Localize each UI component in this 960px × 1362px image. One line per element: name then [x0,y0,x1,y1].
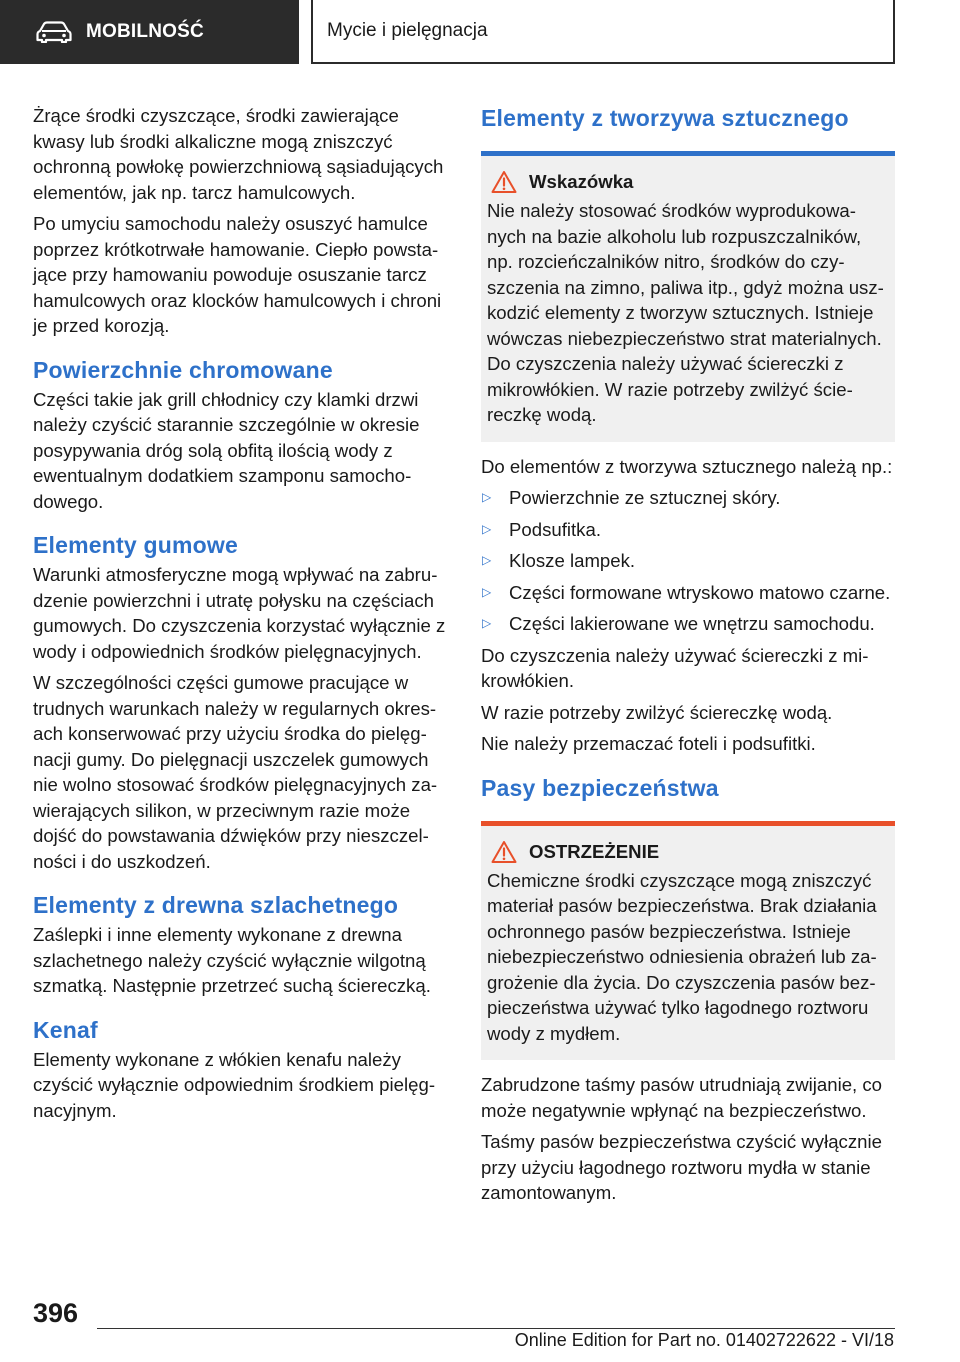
list-item-text: Części lakierowane we wnętrzu samochodu. [509,613,875,634]
chrome-text: Części takie jak grill chłodnicy czy klamki drzwi należy czyścić starannie szczególnie w okresie posypywania dróg solą obfitą ilością wody z ewentualnym dodatkiem szamponu samochodowego. [33,388,420,512]
list-item [481,517,895,543]
footer-edition: Online Edition for Part no. 01402722622 - VI/18 [514,1330,894,1350]
triangle-bullet-icon: ▷ [482,521,492,536]
triangle-bullet-icon: ▷ [482,616,492,630]
wood-text: Zaślepki i inne elementy wykonane z drewna szlachetnego należy czyścić wyłącznie wilgotną szmatką. Następnie przetrzeć suchą ściereczką. [33,924,431,996]
page-header [0,0,960,66]
notice-text: Nie należy stosować środków wyprodukowanych na bazie alkoholu lub rozpuszczalników, np. rozcieńczalników nitro, środków do czyszczenia na zimno, paliwa itp., gdyż można uszkodzić elementy z tworzyw sztucznych. Istnieje wówczas niebezpieczeństwo strat materialnych. Do czyszczenia należy używać ściereczki z mikrowłókien. W razie potrzeby zwilżyć ściereczkę wodą. [487,200,884,425]
warning-triangle-icon [491,840,517,864]
notice-box [481,151,895,442]
intro-paragraph-2: Po umyciu samochodu należy osuszyć hamulce poprzez krótkotrwałe hamowanie. Ciepło powstające przy hamowaniu powoduje osuszanie tarcz hamulcowych oraz klocków hamulcowych i chroni je przed korozją. [33,213,442,336]
triangle-bullet-icon: ▷ [482,553,492,567]
heading-chrome: Powierzchnie chromowane [33,356,333,383]
list-item-text: Podsufitka. [509,518,601,540]
heading-rubber: Elementy gumowe [33,532,238,558]
warning-triangle-icon [491,170,517,194]
triangle-bullet-icon: ▷ [482,490,492,504]
kenaf-text: Elementy wykonane z włókien kenafu należy czyścić wyłącznie odpowiednim środkiem pielęgnacyjnym. [33,1048,436,1121]
plastic-after-1: Do czyszczenia należy używać ściereczki z mikrowłókien. [481,644,869,691]
list-item-text: Klosze lampek. [509,550,636,571]
plastic-after-2: W razie potrzeby zwilżyć ściereczkę wodą. [481,701,833,723]
section-label: MOBILNOŚĆ [86,21,204,42]
list-item [481,485,895,511]
plastic-list-intro: Do elementów z tworzywa sztucznego należą np.: [481,455,893,477]
left-column [33,103,451,1129]
warning-title: OSTRZEŻENIE [529,840,660,862]
list-item [481,580,895,606]
belts-paragraph-1: Zabrudzone taśmy pasów utrudniają zwijanie, co może negatywnie wpłynąć na bezpieczeństwo. [481,1074,883,1121]
warning-box [481,821,895,1061]
heading-kenaf: Kenaf [33,1016,98,1043]
rubber-paragraph-2: W szczególności części gumowe pracujące w trudnych warunkach należy w regularnych okresach konserwować przy użyciu środka do pielęgnacji gumy. Do pielęgnacji uszczelek gumowych nie wolno stosować środków pielęgnacyjnych zawierających silikon, w przeciwnym razie może dojść do powstawania dźwięków przy nieszczelności i do uszkodzeń. [33,672,438,872]
warning-title-row [487,840,887,864]
notice-title-row [487,170,887,194]
chapter-title: Mycie i pielęgnacja [327,20,488,41]
warning-text: Chemiczne środki czyszczące mogą zniszczyć materiał pasów bezpieczeństwa. Brak działania ochronnego pasów bezpieczeństwa. Istnieje niebezpieczeństwo odniesienia obrażeń lub zagrożenie dla życia. Do czyszczenia pasów bezpieczeństwa używać tylko łagodnego roztworu wody z mydłem. [487,869,877,1044]
heading-plastic: Elementy z tworzywa sztucznego [481,105,849,131]
notice-title: Wskazówka [529,171,634,192]
heading-belts: Pasy bezpieczeństwa [481,774,719,801]
heading-wood: Elementy z drewna szlachetnego [33,892,399,918]
page-number: 396 [33,1298,79,1328]
triangle-bullet-icon: ▷ [482,584,492,599]
belts-paragraph-2: Taśmy pasów bezpieczeństwa czyścić wyłącznie przy użyciu łagodnego roztworu mydła w stanie zamontowanym. [481,1131,882,1203]
section-tab [0,0,299,64]
chapter-tab [311,0,895,64]
list-item-text: Powierzchnie ze sztucznej skóry. [509,487,781,508]
rubber-paragraph-1: Warunki atmosferyczne mogą wpływać na zabrudzenie powierzchni i utratę połysku na częściach gumowych. Do czyszczenia korzystać wyłącznie z wody i odpowiednich środków pielęgnacyjnych. [33,564,446,662]
plastic-after-3: Nie należy przemaczać foteli i podsufitki. [481,733,816,754]
car-icon [36,21,72,43]
plastic-list [481,485,895,637]
intro-paragraph-1: Żrące środki czyszczące, środki zawierające kwasy lub środki alkaliczne mogą zniszczyć ochronną powłokę powierzchniową sąsiadujących elementów, jak np. tarcz hamulcowych. [33,105,444,203]
list-item-text: Części formowane wtryskowo matowo czarne. [509,581,891,603]
list-item [481,611,895,637]
list-item [481,548,895,574]
right-column [481,103,895,1212]
footer-divider [97,1328,895,1329]
